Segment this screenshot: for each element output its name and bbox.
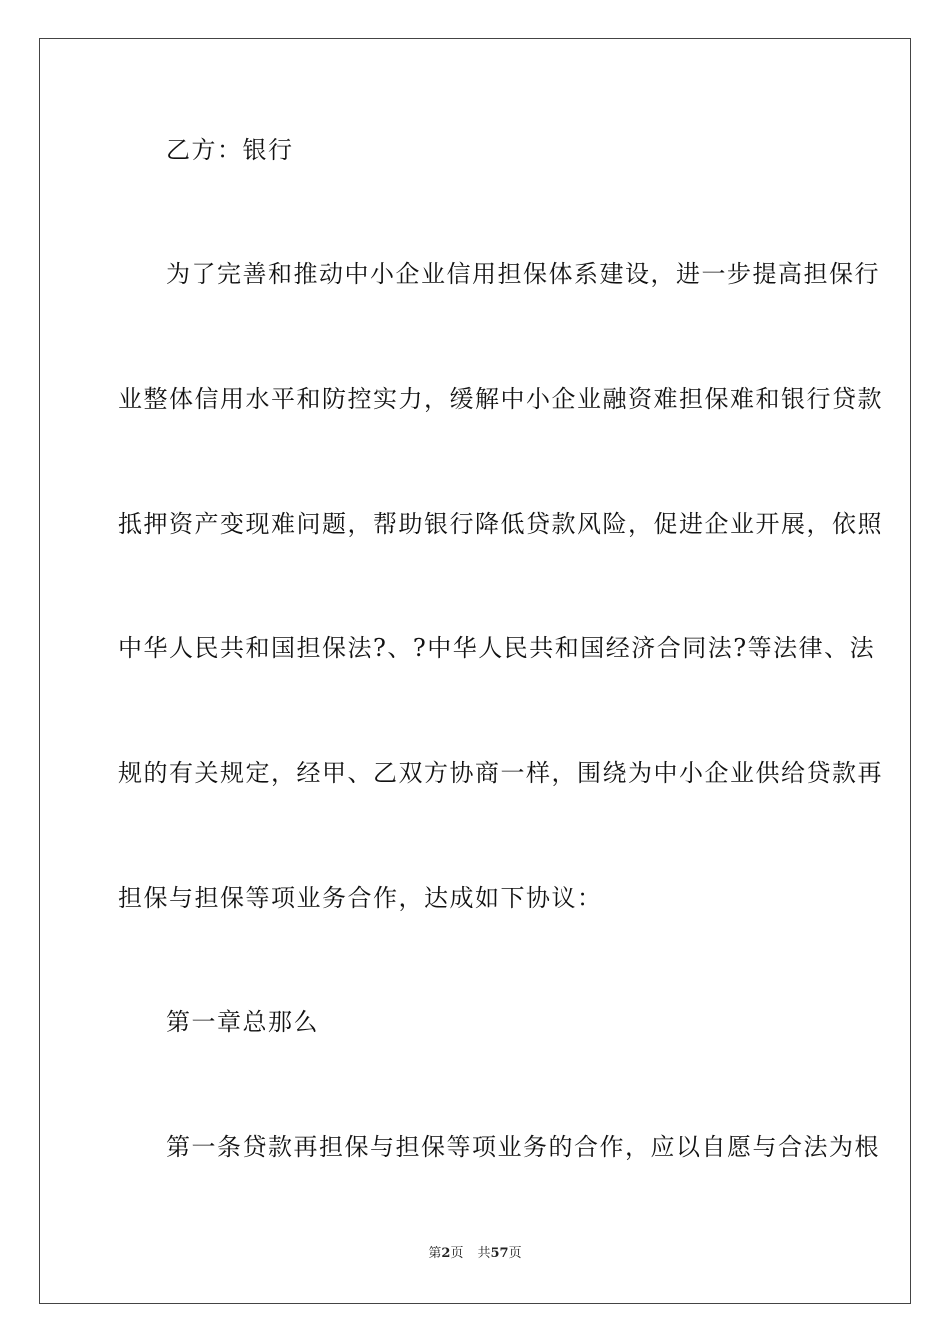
chapter-heading: 第一章总那么 bbox=[166, 1008, 319, 1036]
page-suffix: 页 bbox=[450, 1246, 464, 1261]
page-prefix: 第 bbox=[428, 1246, 442, 1261]
page-number: 2 bbox=[441, 1246, 451, 1261]
paragraph-line-1: 为了完善和推动中小企业信用担保体系建设，进一步提高担保行 bbox=[166, 260, 880, 288]
party-b-line: 乙方：银行 bbox=[166, 136, 294, 164]
paragraph-line-2: 业整体信用水平和防控实力，缓解中小企业融资难担保难和银行贷款 bbox=[118, 385, 883, 413]
paragraph-line-3: 抵押资产变现难问题，帮助银行降低贷款风险，促进企业开展，依照 bbox=[118, 510, 883, 538]
total-prefix: 共 bbox=[477, 1246, 491, 1261]
page-border bbox=[39, 38, 911, 1304]
paragraph-line-5: 规的有关规定，经甲、乙双方协商一样，围绕为中小企业供给贷款再 bbox=[118, 759, 883, 787]
total-pages: 57 bbox=[490, 1246, 509, 1261]
paragraph-line-6: 担保与担保等项业务合作，达成如下协议： bbox=[118, 884, 603, 912]
page-footer bbox=[0, 1245, 950, 1263]
article-line-1: 第一条贷款再担保与担保等项业务的合作，应以自愿与合法为根 bbox=[166, 1133, 880, 1161]
total-suffix: 页 bbox=[508, 1246, 522, 1261]
paragraph-line-4: 中华人民共和国担保法?、?中华人民共和国经济合同法?等法律、法 bbox=[118, 634, 876, 662]
